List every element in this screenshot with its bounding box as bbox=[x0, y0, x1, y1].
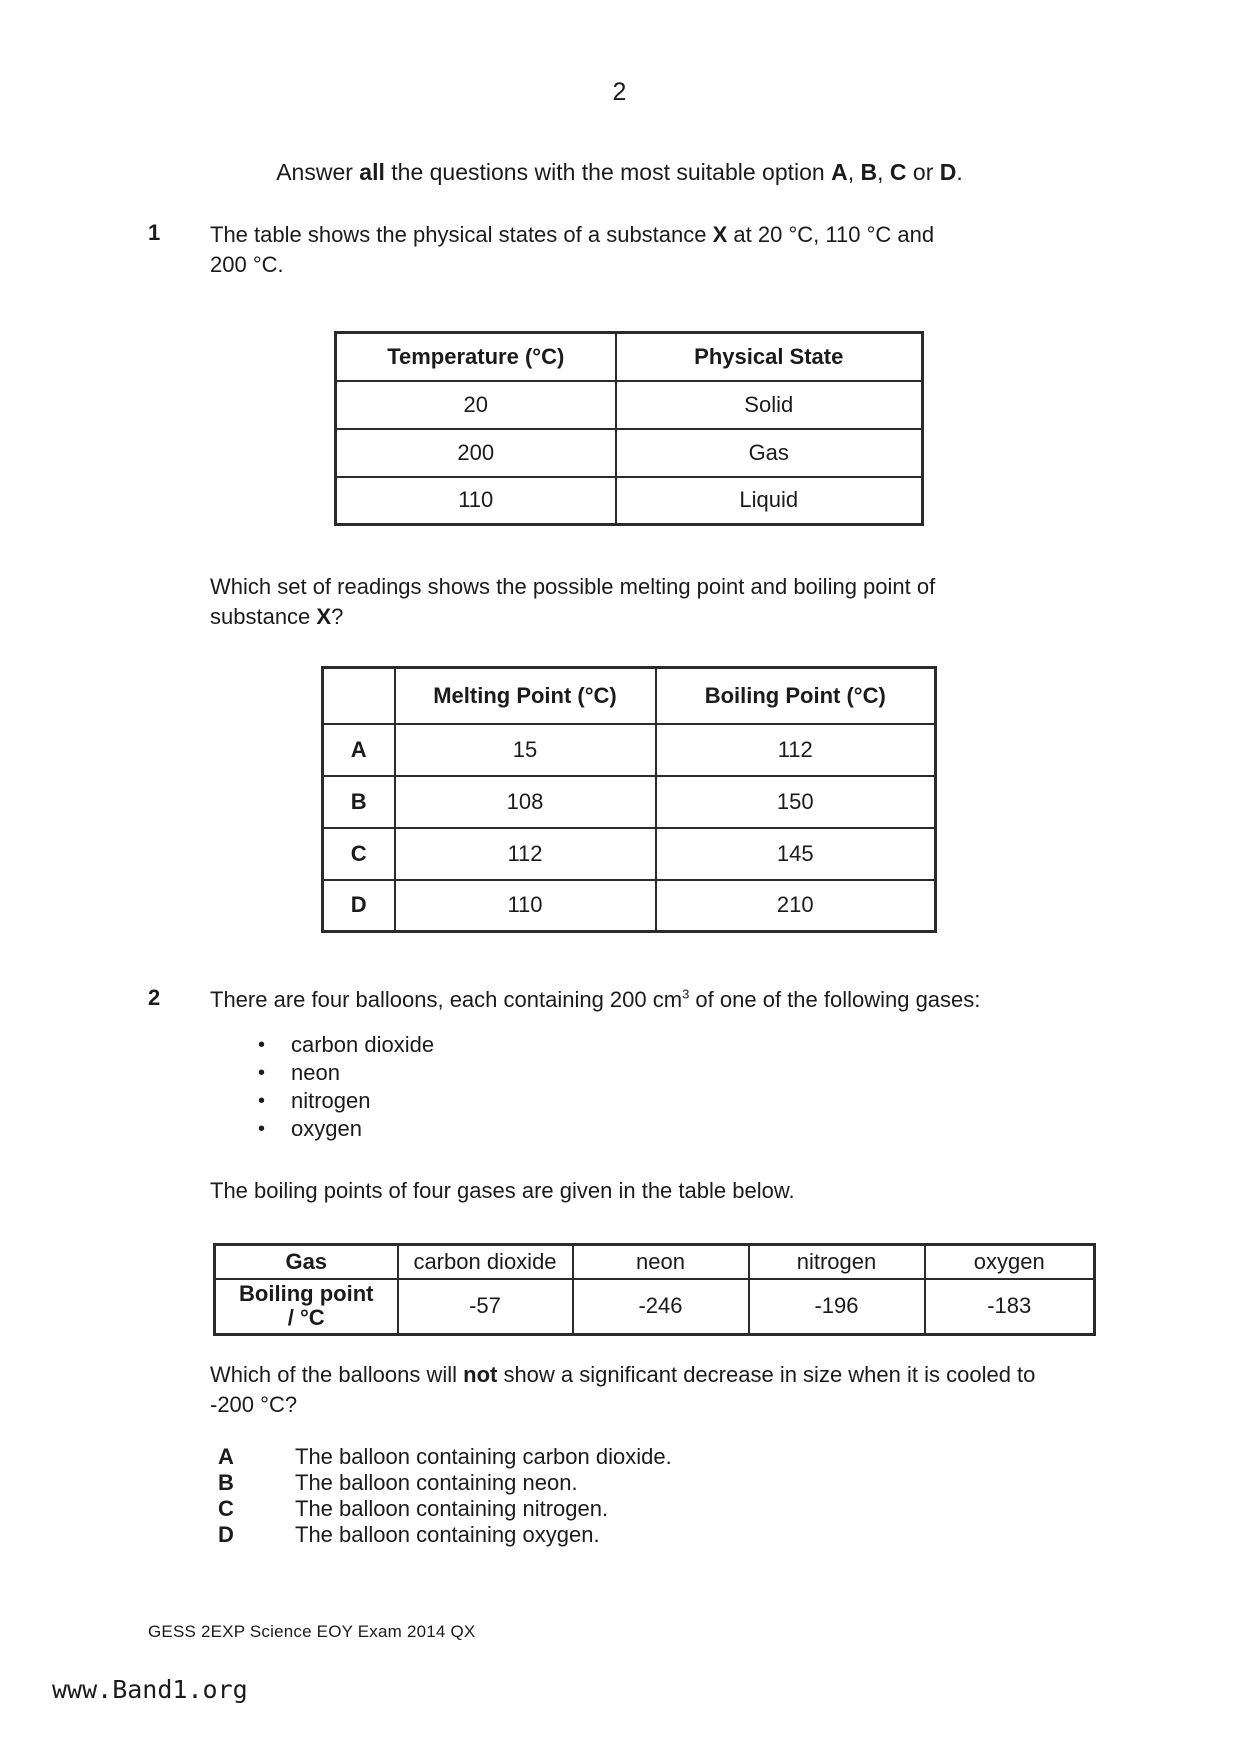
gas-name: neon bbox=[291, 1060, 340, 1085]
mb-label-d: D bbox=[323, 880, 395, 932]
q2-text-post: of one of the following gases: bbox=[689, 987, 981, 1012]
question-2-text bbox=[210, 985, 1110, 1015]
bullet-icon: • bbox=[258, 1061, 266, 1084]
mb-boiling-c: 145 bbox=[656, 828, 936, 880]
question-1-number: 1 bbox=[148, 220, 161, 245]
list-item bbox=[258, 1087, 434, 1115]
option-letter: B bbox=[218, 1470, 234, 1495]
mb-label-a: A bbox=[323, 724, 395, 776]
state-table-header-temperature: Temperature (°C) bbox=[336, 333, 616, 381]
instruction-option-d: D bbox=[939, 159, 957, 185]
gas-name-cell: nitrogen bbox=[749, 1245, 925, 1279]
boiling-table-intro: The boiling points of four gases are given in the table below. bbox=[210, 1178, 795, 1203]
mb-melting-d: 110 bbox=[395, 880, 656, 932]
boiling-value-cell: -196 bbox=[749, 1279, 925, 1335]
table-row bbox=[336, 381, 923, 429]
question-2-number: 2 bbox=[148, 985, 161, 1010]
option-c bbox=[218, 1496, 672, 1522]
exam-code-footer: GESS 2EXP Science EOY Exam 2014 QX bbox=[148, 1622, 476, 1641]
instruction-part: , bbox=[847, 159, 861, 185]
q2-subq-line2: -200 °C? bbox=[210, 1392, 298, 1417]
q1-sub-question bbox=[210, 572, 970, 632]
option-text: The balloon containing carbon dioxide. bbox=[295, 1444, 672, 1469]
option-letter: D bbox=[218, 1522, 234, 1547]
state-value-cell: Gas bbox=[616, 429, 923, 477]
mb-header-empty bbox=[323, 668, 395, 724]
instruction-all: all bbox=[359, 159, 385, 185]
table-row bbox=[336, 429, 923, 477]
q2-subq-part: show a significant decrease in size when it is cooled to bbox=[497, 1362, 1036, 1387]
mb-table-header-row bbox=[323, 668, 936, 724]
q2-superscript-3: 3 bbox=[682, 986, 690, 1002]
table-row-b bbox=[323, 776, 936, 828]
mb-boiling-a: 112 bbox=[656, 724, 936, 776]
mb-melting-b: 108 bbox=[395, 776, 656, 828]
gas-name: carbon dioxide bbox=[291, 1032, 435, 1057]
boiling-point-label-cell bbox=[215, 1279, 398, 1335]
instruction-part: the questions with the most suitable option bbox=[384, 159, 832, 185]
q1-subq-line1: Which set of readings shows the possible melting point and boiling point of bbox=[210, 574, 936, 599]
melting-boiling-table bbox=[321, 666, 937, 933]
gas-name-cell: neon bbox=[573, 1245, 749, 1279]
table-row-a bbox=[323, 724, 936, 776]
instruction-part: or bbox=[906, 159, 940, 185]
question-1-text bbox=[210, 220, 970, 280]
mb-label-c: C bbox=[323, 828, 395, 880]
instruction-option-b: B bbox=[860, 159, 878, 185]
mb-header-melting: Melting Point (°C) bbox=[395, 668, 656, 724]
q1-text-part: at 20 °C, 110 °C and bbox=[727, 222, 935, 247]
q1-text-line2: 200 °C. bbox=[210, 252, 284, 277]
state-table-header-row bbox=[336, 333, 923, 381]
table-row bbox=[336, 477, 923, 525]
q1-subq-x: X bbox=[316, 604, 332, 629]
mb-melting-a: 15 bbox=[395, 724, 656, 776]
gas-bullet-list bbox=[258, 1031, 434, 1143]
table-row-c bbox=[323, 828, 936, 880]
boiling-point-row bbox=[215, 1279, 1095, 1335]
state-value-cell: Liquid bbox=[616, 477, 923, 525]
q2-subq-part: Which of the balloons will bbox=[210, 1362, 464, 1387]
state-value-cell: Solid bbox=[616, 381, 923, 429]
instruction-option-a: A bbox=[831, 159, 848, 185]
option-a bbox=[218, 1444, 672, 1470]
gas-name: nitrogen bbox=[291, 1088, 371, 1113]
option-text: The balloon containing oxygen. bbox=[295, 1522, 600, 1547]
option-d bbox=[218, 1522, 672, 1548]
option-b bbox=[218, 1470, 672, 1496]
bullet-icon: • bbox=[258, 1033, 266, 1056]
q1-substance-x: X bbox=[712, 222, 728, 247]
q1-text-part: The table shows the physical states of a substance bbox=[210, 222, 713, 247]
option-text: The balloon containing nitrogen. bbox=[295, 1496, 609, 1521]
mb-boiling-b: 150 bbox=[656, 776, 936, 828]
gas-header-cell: Gas bbox=[215, 1245, 398, 1279]
bullet-icon: • bbox=[258, 1117, 266, 1140]
list-item bbox=[258, 1031, 434, 1059]
boiling-label-line1: Boiling point bbox=[239, 1281, 374, 1307]
page-number: 2 bbox=[612, 78, 627, 106]
boiling-label-line2: / °C bbox=[287, 1305, 325, 1331]
gas-name-cell: oxygen bbox=[925, 1245, 1095, 1279]
boiling-value-cell: -246 bbox=[573, 1279, 749, 1335]
instruction-option-c: C bbox=[889, 159, 907, 185]
bullet-icon: • bbox=[258, 1089, 266, 1112]
state-temp-cell: 200 bbox=[336, 429, 616, 477]
list-item bbox=[258, 1059, 434, 1087]
table-row-d bbox=[323, 880, 936, 932]
state-temp-cell: 110 bbox=[336, 477, 616, 525]
option-text: The balloon containing neon. bbox=[295, 1470, 578, 1495]
gas-name: oxygen bbox=[291, 1116, 362, 1141]
q1-subq-part: substance bbox=[210, 604, 317, 629]
instruction-part: , bbox=[877, 159, 890, 185]
boiling-value-cell: -183 bbox=[925, 1279, 1095, 1335]
instruction-part: . bbox=[956, 159, 963, 185]
state-table-header-physical-state: Physical State bbox=[616, 333, 923, 381]
boiling-value-cell: -57 bbox=[398, 1279, 573, 1335]
gas-name-cell: carbon dioxide bbox=[398, 1245, 573, 1279]
mb-boiling-d: 210 bbox=[656, 880, 936, 932]
state-temp-cell: 20 bbox=[336, 381, 616, 429]
instruction-line bbox=[0, 159, 1239, 186]
q2-sub-question bbox=[210, 1360, 1110, 1420]
option-letter: A bbox=[218, 1444, 234, 1469]
q1-subq-part: ? bbox=[331, 604, 344, 629]
q2-text-pre: There are four balloons, each containing 200 cm bbox=[210, 987, 683, 1012]
instruction-part: Answer bbox=[276, 159, 360, 185]
q2-options bbox=[218, 1444, 672, 1548]
mb-header-boiling: Boiling Point (°C) bbox=[656, 668, 936, 724]
mb-melting-c: 112 bbox=[395, 828, 656, 880]
boiling-points-table bbox=[213, 1243, 1096, 1336]
watermark-url: www.Band1.org bbox=[52, 1675, 248, 1704]
list-item bbox=[258, 1115, 434, 1143]
physical-state-table bbox=[334, 331, 924, 526]
option-letter: C bbox=[218, 1496, 234, 1521]
gas-header-row bbox=[215, 1245, 1095, 1279]
q2-subq-not: not bbox=[463, 1362, 498, 1387]
mb-label-b: B bbox=[323, 776, 395, 828]
